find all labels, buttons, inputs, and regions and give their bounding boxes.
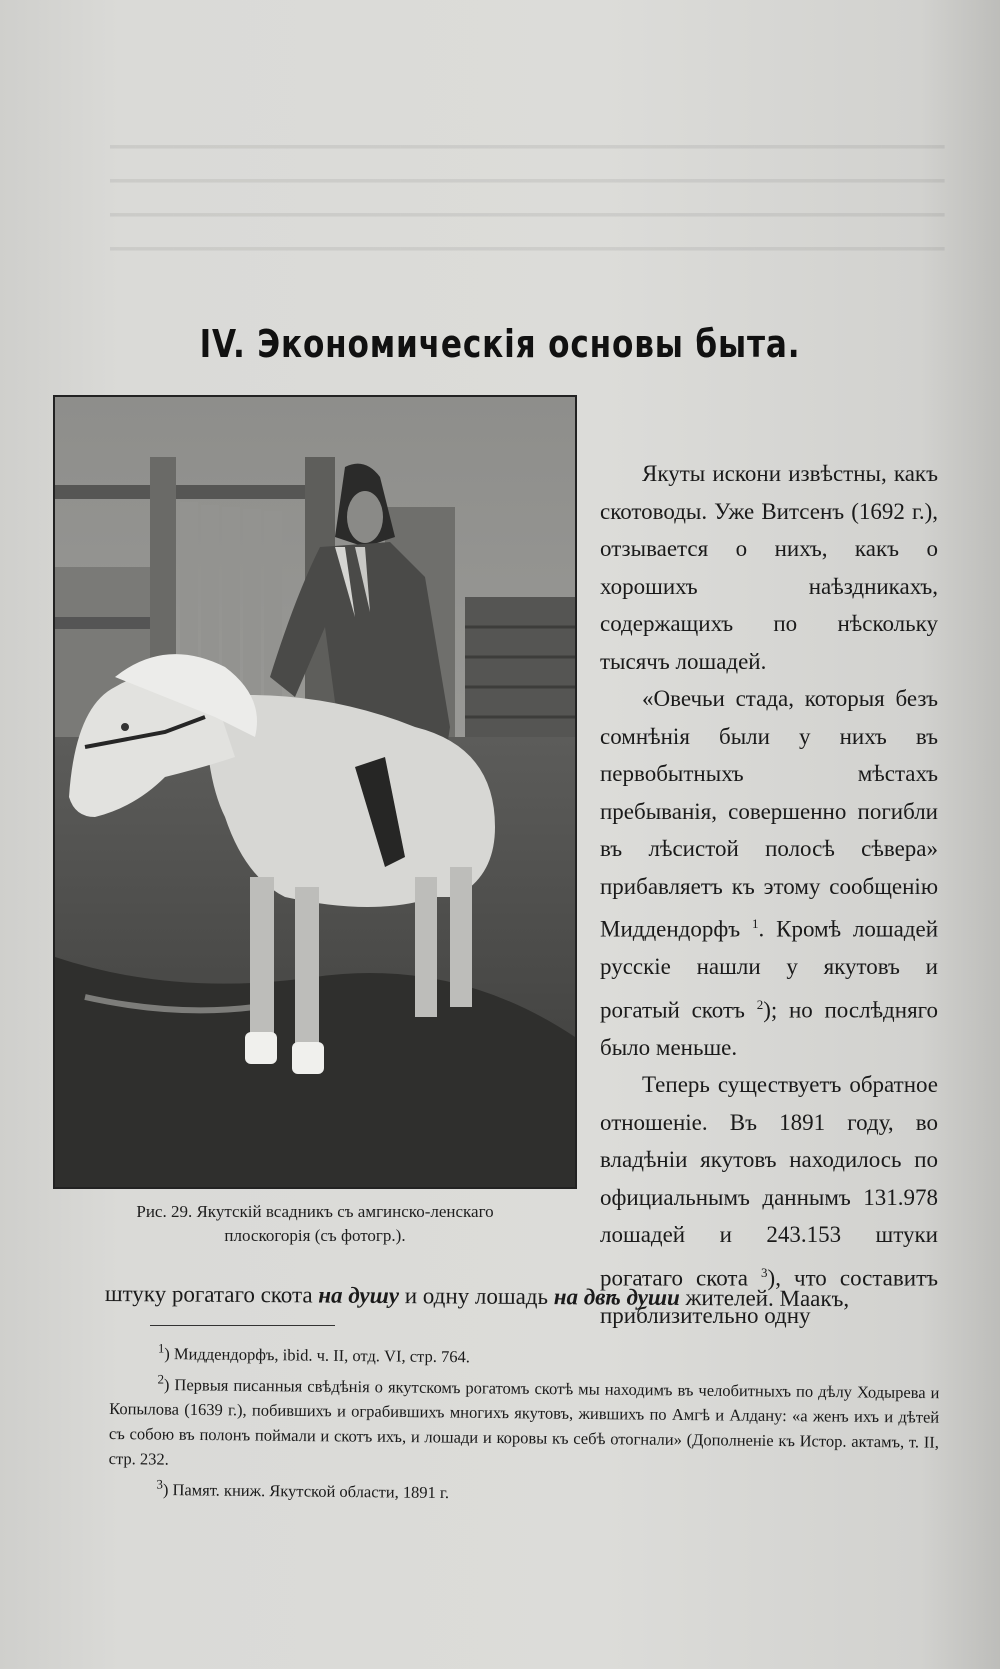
footnotes: [108, 1335, 940, 1510]
footnote-1-marker: 1: [157, 1340, 165, 1356]
footnote-divider: [150, 1325, 335, 1326]
paragraph-2: [600, 680, 938, 1066]
full-line-italic-2: на двѣ души: [553, 1284, 680, 1311]
footnote-ref-2: 2: [756, 996, 764, 1012]
footnote-2-text: ) Первыя писанныя свѣдѣнія о якутскомъ рогатомъ скотѣ мы находимъ въ челобитныхъ по дѣлу Ходырева и Копылова (1639 г.), побившихъ и ограбившихъ многихъ якутовъ, жившихъ по Амгѣ и Алдану: «а женъ ихъ и дѣтей съ собою въ полонъ поймали и скотъ ихъ, и лошади и коровы къ себѣ отогнали» (Дополненіе къ Истор. актамъ, т. II, стр. 232.: [108, 1374, 940, 1469]
full-line-part-2: и одну лошадь: [398, 1283, 554, 1310]
chapter-title: IV. Экономическія основы быта.: [199, 322, 801, 366]
paragraph-1: Якуты искони извѣстны, какъ скотоводы. Уже Витсенъ (1692 г.), отзывается о нихъ, какъ о хорошихъ наѣздникахъ, содержащихъ по нѣскольку тысячъ лошадей.: [600, 461, 938, 674]
figure-photo: [53, 395, 577, 1189]
horse-rider-photo: [55, 397, 575, 1187]
right-column-text: [600, 455, 938, 1334]
full-line-part-3: жителей. Маакъ,: [679, 1285, 850, 1312]
bleed-through-text: ━━━━━━━━━━━━━━━━━━━━━━━━━━━━━━━━━━━━━━━━━━━━━━━━━━━━━━━━━━━━━━━━━━ ━━━━━━━━━━━━━━━━━━━━━━━━━━━━━━━━━━━━━━━━━━━━━━━━━━━━━━━━━━━━━━━━━━ ━━━━━━━━━━━━━━━━━━━━━━━━━━━━━━━━━━━━━━━━━━━━━━━━━━━━━━━━━━━━━━━━━━ ━━━━━━━━━━━━━━━━━━━━━━━━━━━━━━━━━━━━━━━━━━━━━━━━━━━━━━━━━━━━━━━━━━: [110, 135, 945, 261]
full-line-part-1: штуку рогатаго скота: [104, 1280, 319, 1308]
footnote-ref-3: 3: [761, 1264, 768, 1280]
footnote-2: [109, 1365, 940, 1479]
footnote-3-text: ) Памят. книж. Якутской области, 1891 г.: [162, 1480, 450, 1503]
paragraph-2-part-1: «Овечьи стада, которыя безъ сомнѣнія были у нихъ въ первобытныхъ мѣстахъ пребыванія, совершенно погибли въ лѣсистой полосѣ сѣвера» прибавляетъ къ этому сообщенію Миддендорфъ: [600, 686, 938, 942]
footnote-ref-1: 1: [752, 916, 759, 931]
paragraph-3-part-2: ), что составитъ приблизительно одну: [600, 1265, 939, 1328]
paragraph-3-part-1: Теперь существуетъ обратное отношеніе. Въ 1891 году, во владѣніи якутовъ находилось по официальнымъ даннымъ 131.978 лошадей и 243.153 штуки рогатаго скота: [600, 1072, 938, 1291]
footnote-2-marker: 2: [157, 1371, 165, 1387]
figure-caption: [90, 1200, 540, 1248]
footnote-3-marker: 3: [156, 1476, 164, 1492]
paragraph-2-part-2: . Кромѣ лошадей русскіе нашли у якутовъ и рогатый скотъ: [600, 916, 939, 1023]
footnote-1-text: ) Миддендорфъ, ibid. ч. II, отд. VI, стр. 764.: [164, 1344, 470, 1367]
full-width-line: [105, 1275, 940, 1318]
paragraph-2-part-3: ); но послѣдняго было меньше.: [600, 997, 939, 1060]
caption-line-1: Рис. 29. Якутскій всадникъ съ амгинско-ленскаго: [136, 1202, 494, 1221]
full-line-italic-1: на душу: [318, 1282, 400, 1309]
caption-line-2: плоскогорія (съ фотогр.).: [224, 1226, 406, 1245]
